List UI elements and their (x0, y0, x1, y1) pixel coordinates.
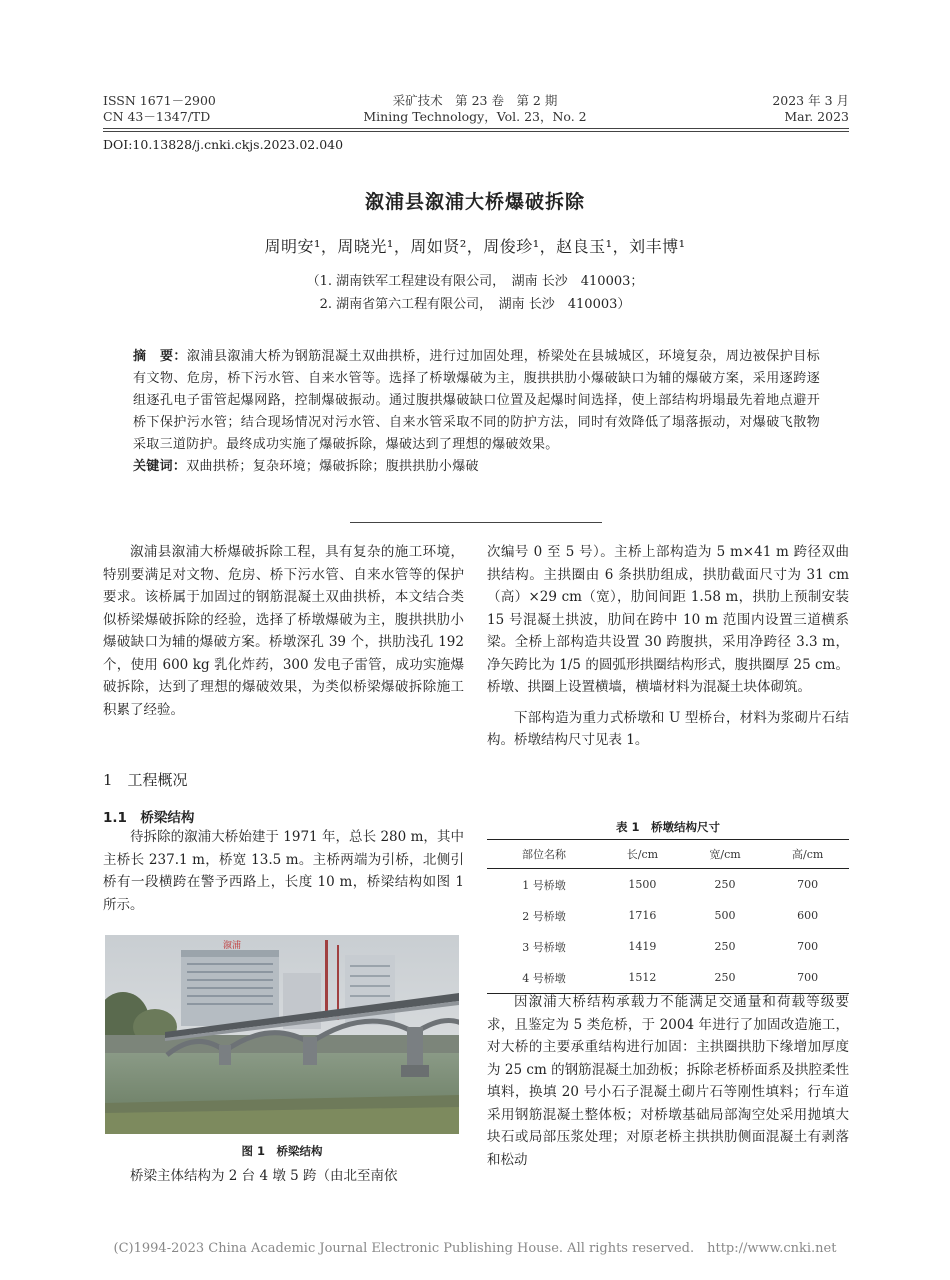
superstructure-paragraph: 次编号 0 至 5 号）。主桥上部构造为 5 m×41 m 跨径双曲拱结构。主拱圈由 6 条拱肋组成，拱肋截面尺寸为 31 cm（高）×29 cm（宽），肋间间距 1.58 m，拱肋上预制安装 15 号混凝土拱波，肋间在跨中 10 m 范围内设置三道横系梁。全桥上部构造共设置 30 跨腹拱，采用净跨径 3.3 m，净矢跨比为 1/5 的圆弧形拱圈结构形式，腹拱圈厚 25 cm。桥墩、拱圈上设置横墙，横墙材料为混凝土块体砌筑。 (487, 544, 849, 695)
table-cell: 600 (797, 909, 819, 922)
table-row (487, 931, 849, 962)
date-cn: 2023 年 3 月 (772, 93, 849, 108)
table-cell: 700 (797, 940, 819, 953)
header-rule (103, 128, 849, 129)
table-header-height: 高/cm (766, 840, 849, 869)
table-1-caption: 表 1 桥墩结构尺寸 (615, 820, 720, 834)
table-row (487, 900, 849, 931)
substructure-paragraph: 下部构造为重力式桥墩和 U 型桥台，材料为浆砌片石结构。桥墩结构尺寸见表 1。 (487, 709, 849, 748)
abstract-text: 溆浦县溆浦大桥为钢筋混凝土双曲拱桥，进行过加固处理，桥梁处在县城城区，环境复杂，周边被保护目标有文物、危房，桥下污水管、自来水管等。选择了桥墩爆破为主，腹拱拱肋小爆破缺口为辅的爆破方案，采用逐跨逐组逐孔电子雷管起爆网路，控制爆破振动。通过腹拱爆破缺口位置及起爆时间选择，使上部结构坍塌最先着地点避开桥下保护污水管；结合现场情况对污水管、自来水管采取不同的防护方法，同时有效降低了塌落振动，对爆破飞散物采取三道防护。最终成功实施了爆破拆除，爆破达到了理想的爆破效果。 (133, 349, 820, 452)
issn: ISSN 1671－2900 (103, 93, 216, 108)
right-column-top (487, 541, 849, 752)
table-1 (487, 839, 849, 994)
bridge-photo-svg (105, 935, 459, 1134)
table-cell: 1 号桥墩 (522, 878, 566, 892)
table-cell: 700 (766, 962, 849, 994)
table-cell: 2 号桥墩 (522, 909, 566, 923)
date-en: Mar. 2023 (784, 109, 849, 124)
table-header-part: 部位名称 (487, 840, 601, 869)
table-cell: 1419 (628, 940, 657, 953)
table-cell: 250 (714, 878, 736, 891)
reinforcement-paragraph: 因溆浦大桥结构承载力不能满足交通量和荷载等级要求，且鉴定为 5 类危桥，于 2004 年进行了加固改造施工，对大桥的主要承重结构进行加固：主拱圈拱肋下缘增加厚度为 25 cm 的钢筋混凝土加劲板；拆除老桥桥面系及拱腔柔性填料，换填 20 号小石子混凝土砌片石等刚性填料；行车道采用钢筋混凝土整体板；对桥墩基础局部淘空处采用抛填大块石或局部压浆处理；对原老桥主拱拱肋侧面混凝土有剥落和松动 (487, 994, 849, 1168)
copyright-footer: (C)1994-2023 China Academic Journal Electronic Publishing House. All rights reserved. http://www.cnki.net (113, 1241, 837, 1256)
table-cell: 250 (714, 940, 736, 953)
left-column-structure (103, 826, 464, 916)
affiliation-2: 2. 湖南省第六工程有限公司， 湖南 长沙 410003） (319, 297, 631, 312)
abstract-divider (350, 522, 602, 523)
abstract (133, 346, 820, 478)
figure-1-photo (105, 935, 459, 1134)
table-cell: 1716 (628, 909, 657, 922)
table-row (487, 962, 849, 994)
table-cell: 3 号桥墩 (522, 940, 566, 954)
left-column-tail (103, 1165, 464, 1188)
structure-paragraph: 待拆除的溆浦大桥始建于 1971 年，总长 280 m，其中主桥长 237.1 m，桥宽 13.5 m。主桥两端为引桥，北侧引桥有一段横跨在警予西路上，长度 10 m，桥梁结构如图 1 所示。 (103, 829, 464, 913)
affiliation-1: （1. 湖南铁军工程建设有限公司， 湖南 长沙 410003； (306, 274, 644, 289)
doi: DOI:10.13828/j.cnki.ckjs.2023.02.040 (103, 137, 344, 152)
figure-1-caption: 图 1 桥梁结构 (241, 1144, 323, 1158)
keywords-label: 关键词： (133, 459, 187, 474)
table-cell: 700 (797, 878, 819, 891)
journal-name-cn: 采矿技术 第 23 卷 第 2 期 (392, 93, 558, 108)
keywords-text: 双曲拱桥；复杂环境；爆破拆除；腹拱拱肋小爆破 (186, 459, 479, 474)
table-cell: 4 号桥墩 (487, 962, 601, 994)
building-sign: 溆浦 (223, 941, 242, 951)
paper-title: 溆浦县溆浦大桥爆破拆除 (364, 191, 585, 213)
cn-number: CN 43－1347/TD (103, 109, 211, 124)
left-column-intro (103, 541, 464, 721)
journal-name-en: Mining Technology，Vol. 23，No. 2 (363, 109, 587, 124)
table-header-row (487, 840, 849, 869)
table-cell: 1512 (601, 962, 684, 994)
intro-paragraph: 溆浦县溆浦大桥爆破拆除工程，具有复杂的施工环境，特别要满足对文物、危房、桥下污水管、自来水管等的保护要求。该桥属于加固过的钢筋混凝土双曲拱桥，本文结合类似桥梁爆破拆除的经验，选择了桥墩爆破为主，腹拱拱肋小爆破缺口为辅的爆破方案。桥墩深孔 39 个，拱肋浅孔 192 个，使用 600 kg 乳化炸药，300 发电子雷管，成功实施爆破拆除，达到了理想的爆破效果，为类似桥梁爆破拆除施工积累了经验。 (103, 544, 464, 718)
subsection-heading-1-1: 1.1 桥梁结构 (103, 810, 195, 826)
table-cell: 250 (684, 962, 767, 994)
abstract-label: 摘 要： (133, 349, 187, 364)
authors: 周明安¹，周晓光¹，周如贤²，周俊珍¹，赵良玉¹，刘丰博¹ (264, 237, 686, 256)
table-header-length: 长/cm (601, 840, 684, 869)
table-header-width: 宽/cm (684, 840, 767, 869)
table-cell: 500 (714, 909, 736, 922)
table-cell: 1500 (628, 878, 657, 891)
section-heading-1: 1 工程概况 (103, 771, 188, 789)
right-column-bottom (487, 991, 849, 1171)
table-row (487, 869, 849, 901)
header-rule-2 (103, 131, 849, 132)
main-structure-paragraph-start: 桥梁主体结构为 2 台 4 墩 5 跨（由北至南依 (130, 1168, 398, 1184)
